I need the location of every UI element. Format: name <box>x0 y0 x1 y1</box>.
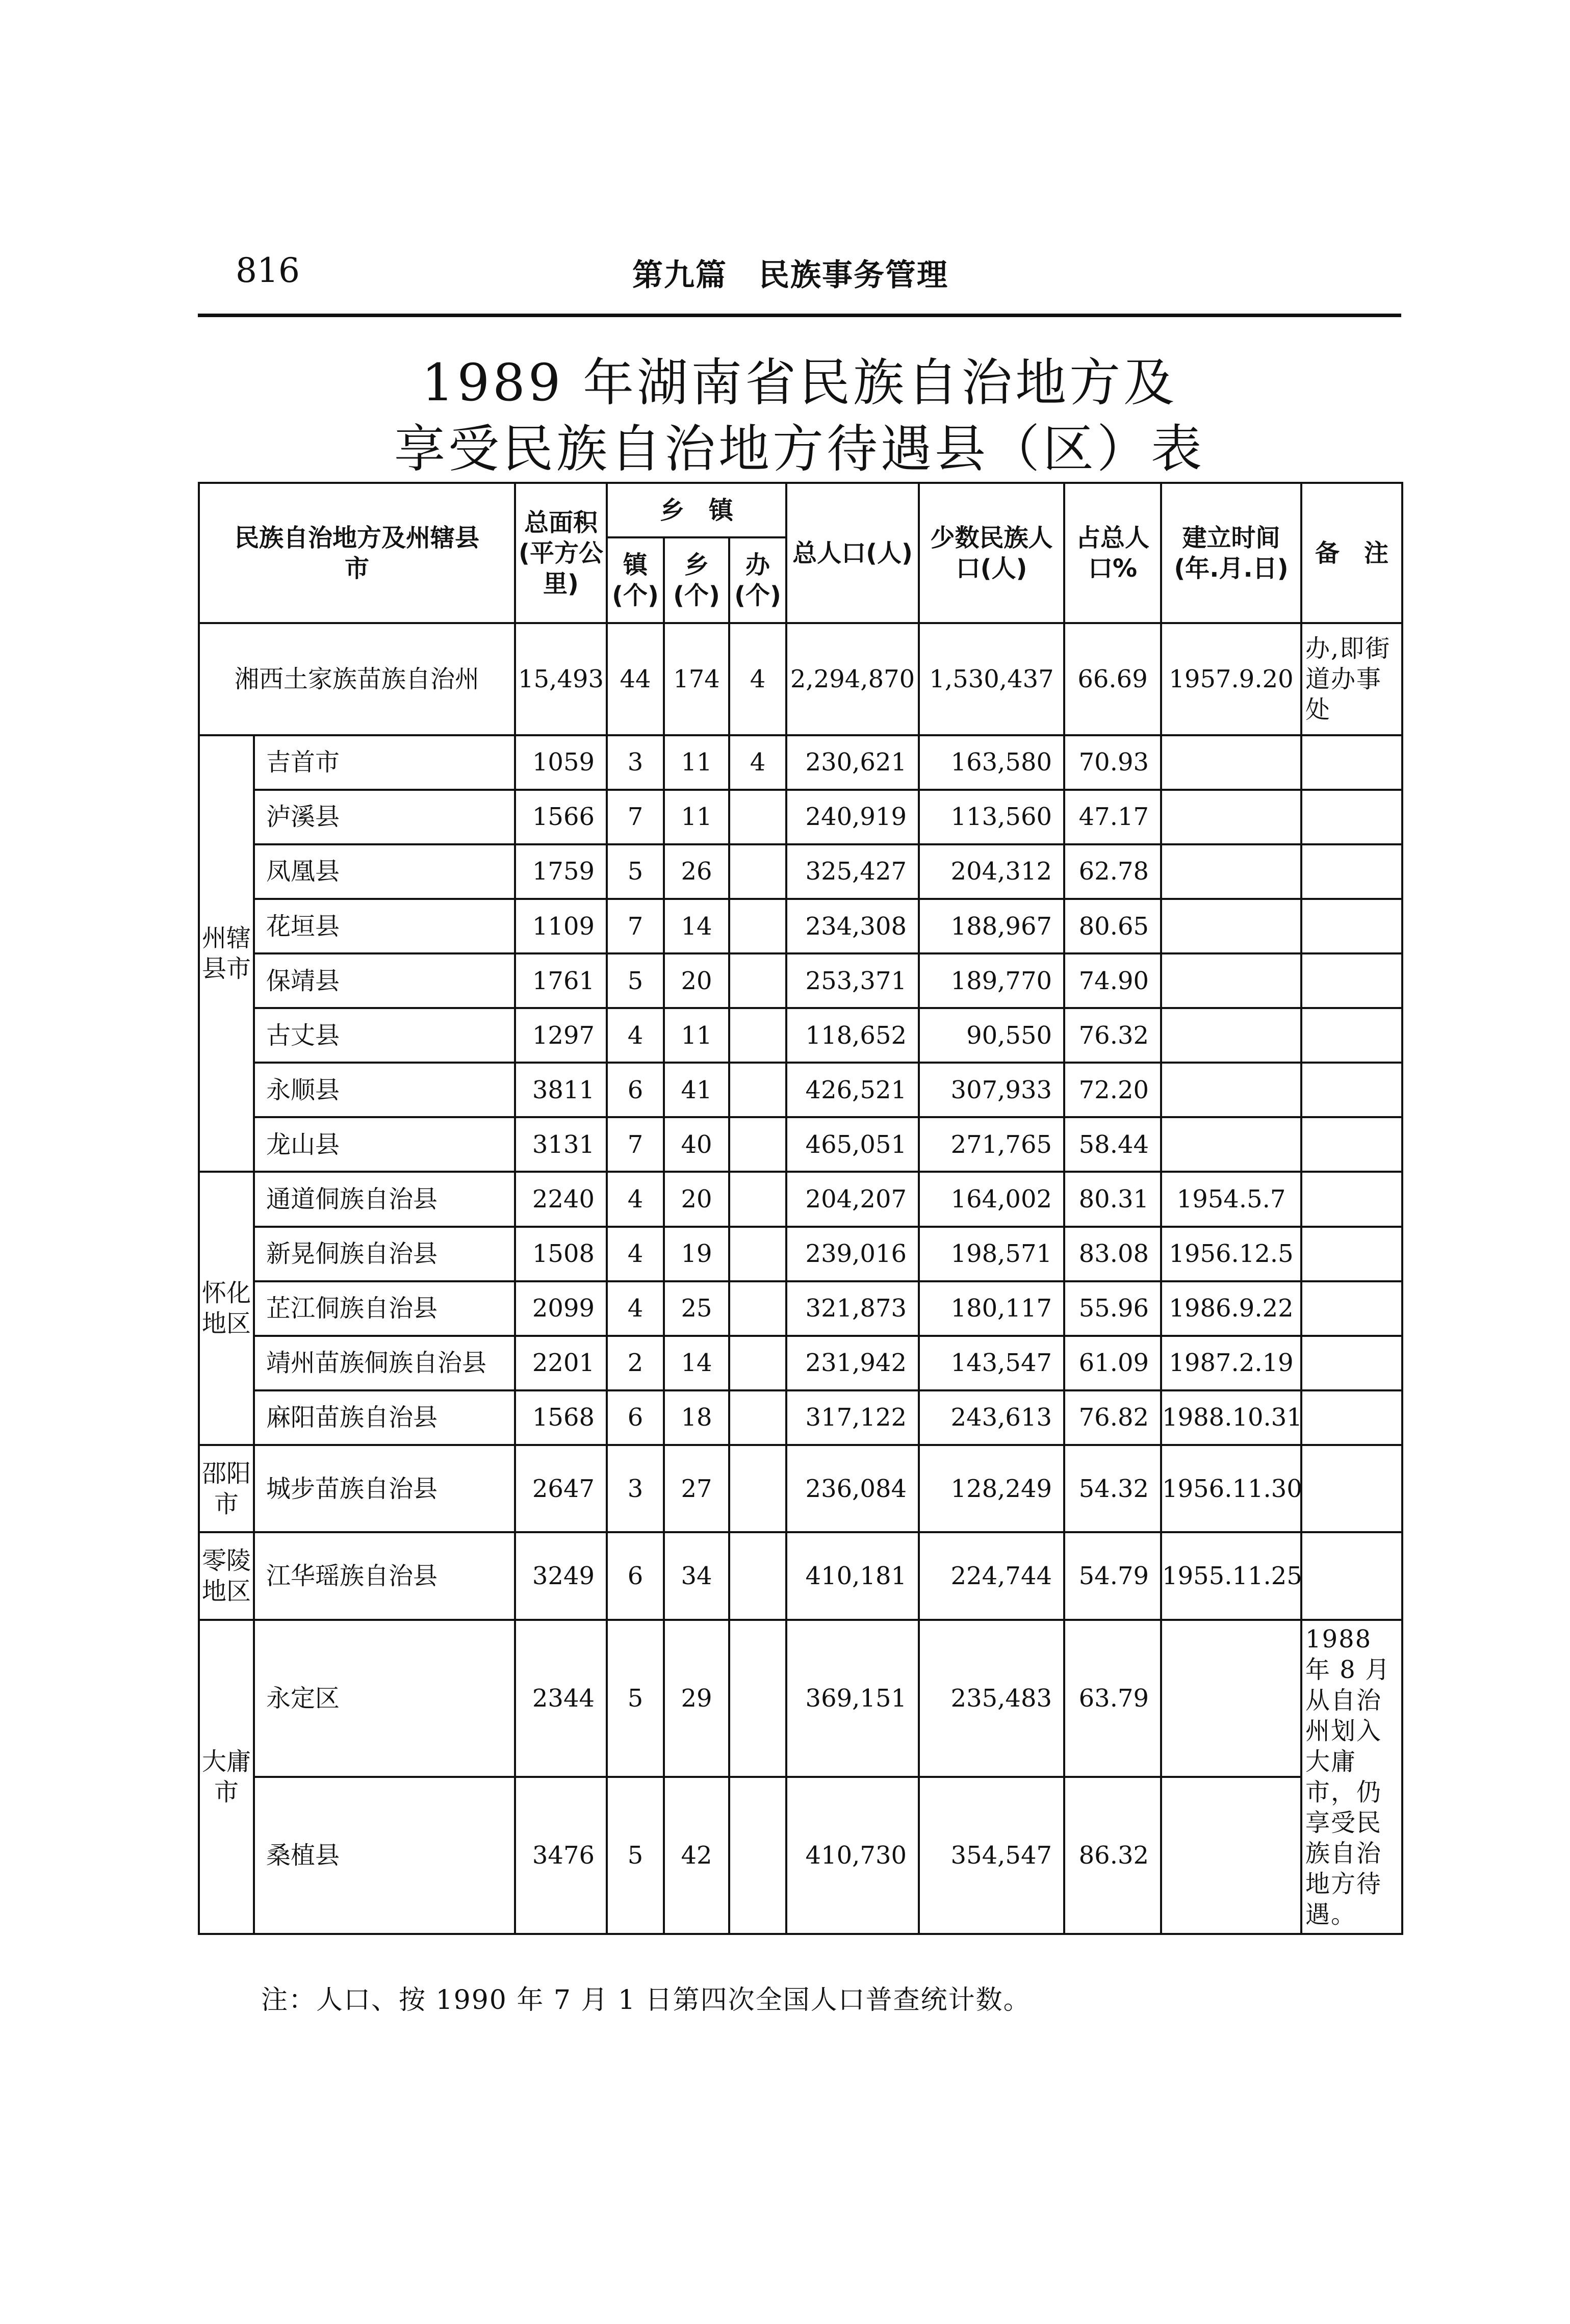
row-established <box>1161 1777 1301 1934</box>
row-percent: 80.31 <box>1064 1172 1161 1226</box>
row-established: 1988.10.31 <box>1161 1390 1301 1445</box>
row-minority: 354,547 <box>919 1777 1064 1934</box>
row-name: 古丈县 <box>254 1008 515 1063</box>
row-ban <box>729 790 786 844</box>
header-name: 民族自治地方及州辖县 市 <box>199 483 515 623</box>
row-established <box>1161 1117 1301 1172</box>
row-population: 231,942 <box>786 1336 919 1390</box>
row-zhen: 6 <box>607 1063 664 1117</box>
row-area: 2344 <box>515 1620 607 1777</box>
row-zhen: 44 <box>607 623 664 735</box>
row-percent: 83.08 <box>1064 1227 1161 1281</box>
row-established: 1987.2.19 <box>1161 1336 1301 1390</box>
row-area: 1508 <box>515 1227 607 1281</box>
row-xiang: 40 <box>664 1117 729 1172</box>
group-huaihua: 怀化地区 <box>199 1172 254 1444</box>
row-percent: 80.65 <box>1064 899 1161 953</box>
header-percent: 占总人口% <box>1064 483 1161 623</box>
row-xiang: 11 <box>664 790 729 844</box>
row-remarks <box>1301 790 1402 844</box>
row-population: 230,621 <box>786 735 919 790</box>
row-name: 新晃侗族自治县 <box>254 1227 515 1281</box>
row-xiang: 174 <box>664 623 729 735</box>
table-row <box>199 1620 1402 1777</box>
row-ban <box>729 1117 786 1172</box>
row-xiang: 14 <box>664 899 729 953</box>
row-percent: 66.69 <box>1064 623 1161 735</box>
table-row <box>199 1336 1402 1390</box>
row-population: 118,652 <box>786 1008 919 1063</box>
header-rule <box>198 314 1401 317</box>
table-title-line2: 享受民族自治地方待遇县（区）表 <box>394 419 1205 479</box>
row-area: 15,493 <box>515 623 607 735</box>
row-area: 1297 <box>515 1008 607 1063</box>
row-remarks <box>1301 1336 1402 1390</box>
row-name: 靖州苗族侗族自治县 <box>254 1336 515 1390</box>
row-zhen: 3 <box>607 735 664 790</box>
row-zhen: 6 <box>607 1390 664 1445</box>
header-population: 总人口(人) <box>786 483 919 623</box>
row-ban <box>729 1777 786 1934</box>
table-row <box>199 1063 1402 1117</box>
row-ban <box>729 1445 786 1532</box>
row-remarks <box>1301 1008 1402 1063</box>
row-area: 1109 <box>515 899 607 953</box>
row-name: 吉首市 <box>254 735 515 790</box>
row-name: 永定区 <box>254 1620 515 1777</box>
header-ban: 办(个) <box>729 537 786 623</box>
row-remarks <box>1301 844 1402 899</box>
table-row <box>199 844 1402 899</box>
header-remarks: 备 注 <box>1301 483 1402 623</box>
header-established: 建立时间(年.月.日) <box>1161 483 1301 623</box>
row-minority: 307,933 <box>919 1063 1064 1117</box>
row-name: 通道侗族自治县 <box>254 1172 515 1226</box>
row-zhen: 5 <box>607 844 664 899</box>
row-minority: 204,312 <box>919 844 1064 899</box>
row-percent: 86.32 <box>1064 1777 1161 1934</box>
row-xiang: 27 <box>664 1445 729 1532</box>
row-xiang: 11 <box>664 735 729 790</box>
row-established <box>1161 790 1301 844</box>
row-established: 1957.9.20 <box>1161 623 1301 735</box>
row-remarks <box>1301 735 1402 790</box>
row-xiang: 34 <box>664 1532 729 1619</box>
row-name: 龙山县 <box>254 1117 515 1172</box>
table-row <box>199 1777 1402 1934</box>
row-minority: 1,530,437 <box>919 623 1064 735</box>
row-percent: 55.96 <box>1064 1281 1161 1336</box>
row-population: 369,151 <box>786 1620 919 1777</box>
row-ban <box>729 1172 786 1226</box>
row-name: 桑植县 <box>254 1777 515 1934</box>
row-ban <box>729 1620 786 1777</box>
autonomous-regions-table <box>198 482 1403 1935</box>
row-ban <box>729 1008 786 1063</box>
row-xiang: 41 <box>664 1063 729 1117</box>
row-name: 保靖县 <box>254 953 515 1008</box>
row-population: 236,084 <box>786 1445 919 1532</box>
row-xiang: 18 <box>664 1390 729 1445</box>
row-ban: 4 <box>729 623 786 735</box>
row-percent: 74.90 <box>1064 953 1161 1008</box>
row-zhen: 4 <box>607 1227 664 1281</box>
header-minority: 少数民族人口(人) <box>919 483 1064 623</box>
row-zhen: 5 <box>607 1777 664 1934</box>
row-population: 2,294,870 <box>786 623 919 735</box>
row-remarks <box>1301 1172 1402 1226</box>
row-population: 410,730 <box>786 1777 919 1934</box>
row-xiang: 20 <box>664 1172 729 1226</box>
table-row <box>199 1008 1402 1063</box>
row-percent: 62.78 <box>1064 844 1161 899</box>
row-area: 3476 <box>515 1777 607 1934</box>
row-name: 麻阳苗族自治县 <box>254 1390 515 1445</box>
row-population: 465,051 <box>786 1117 919 1172</box>
table-row <box>199 1172 1402 1226</box>
row-established <box>1161 953 1301 1008</box>
row-ban <box>729 1336 786 1390</box>
header-zhen: 镇(个) <box>607 537 664 623</box>
row-ban <box>729 953 786 1008</box>
row-zhen: 3 <box>607 1445 664 1532</box>
table-row <box>199 735 1402 790</box>
row-population: 410,181 <box>786 1532 919 1619</box>
row-area: 1761 <box>515 953 607 1008</box>
row-minority: 198,571 <box>919 1227 1064 1281</box>
row-remarks <box>1301 1390 1402 1445</box>
row-area: 3249 <box>515 1532 607 1619</box>
header-xiang: 乡(个) <box>664 537 729 623</box>
row-name: 江华瑶族自治县 <box>254 1532 515 1619</box>
table-row <box>199 1390 1402 1445</box>
row-xiang: 26 <box>664 844 729 899</box>
row-percent: 76.32 <box>1064 1008 1161 1063</box>
row-minority: 188,967 <box>919 899 1064 953</box>
row-zhen: 5 <box>607 1620 664 1777</box>
row-xiang: 11 <box>664 1008 729 1063</box>
row-ban <box>729 1281 786 1336</box>
row-established <box>1161 1063 1301 1117</box>
table-row <box>199 899 1402 953</box>
footnote: 注：人口、按 1990 年 7 月 1 日第四次全国人口普查统计数。 <box>261 1985 1031 2016</box>
row-xiang: 25 <box>664 1281 729 1336</box>
row-minority: 189,770 <box>919 953 1064 1008</box>
row-xiang: 42 <box>664 1777 729 1934</box>
row-established: 1955.11.25 <box>1161 1532 1301 1619</box>
row-percent: 76.82 <box>1064 1390 1161 1445</box>
row-percent: 63.79 <box>1064 1620 1161 1777</box>
row-name: 城步苗族自治县 <box>254 1445 515 1532</box>
row-percent: 61.09 <box>1064 1336 1161 1390</box>
row-ban: 4 <box>729 735 786 790</box>
row-established <box>1161 1008 1301 1063</box>
row-established: 1986.9.22 <box>1161 1281 1301 1336</box>
row-minority: 243,613 <box>919 1390 1064 1445</box>
table-row <box>199 1532 1402 1619</box>
row-ban <box>729 1227 786 1281</box>
row-minority: 180,117 <box>919 1281 1064 1336</box>
row-name: 永顺县 <box>254 1063 515 1117</box>
row-name: 花垣县 <box>254 899 515 953</box>
row-established: 1956.11.30 <box>1161 1445 1301 1532</box>
row-minority: 224,744 <box>919 1532 1064 1619</box>
row-minority: 235,483 <box>919 1620 1064 1777</box>
row-percent: 70.93 <box>1064 735 1161 790</box>
row-percent: 58.44 <box>1064 1117 1161 1172</box>
row-minority: 128,249 <box>919 1445 1064 1532</box>
row-remarks <box>1301 1281 1402 1336</box>
section-title: 第九篇 民族事务管理 <box>632 257 948 293</box>
row-remarks <box>1301 953 1402 1008</box>
row-population: 253,371 <box>786 953 919 1008</box>
row-remarks <box>1301 1445 1402 1532</box>
row-name: 芷江侗族自治县 <box>254 1281 515 1336</box>
row-area: 2201 <box>515 1336 607 1390</box>
row-population: 239,016 <box>786 1227 919 1281</box>
row-remarks: 1988 年 8 月从自治州划入大庸市，仍享受民族自治地方待遇。 <box>1301 1620 1402 1934</box>
row-area: 1566 <box>515 790 607 844</box>
row-established: 1956.12.5 <box>1161 1227 1301 1281</box>
row-minority: 163,580 <box>919 735 1064 790</box>
row-name: 泸溪县 <box>254 790 515 844</box>
row-population: 317,122 <box>786 1390 919 1445</box>
row-established <box>1161 844 1301 899</box>
row-ban <box>729 1063 786 1117</box>
row-zhen: 5 <box>607 953 664 1008</box>
row-remarks <box>1301 1117 1402 1172</box>
group-lingling: 零陵地区 <box>199 1532 254 1619</box>
row-ban <box>729 1532 786 1619</box>
row-percent: 54.32 <box>1064 1445 1161 1532</box>
row-zhen: 7 <box>607 790 664 844</box>
page-number: 816 <box>236 251 300 290</box>
row-xiang: 14 <box>664 1336 729 1390</box>
table-row <box>199 1281 1402 1336</box>
group-dayong: 大庸市 <box>199 1620 254 1934</box>
row-population: 325,427 <box>786 844 919 899</box>
row-population: 321,873 <box>786 1281 919 1336</box>
row-ban <box>729 899 786 953</box>
row-area: 1759 <box>515 844 607 899</box>
row-xiang: 20 <box>664 953 729 1008</box>
row-remarks <box>1301 1532 1402 1619</box>
row-zhen: 6 <box>607 1532 664 1619</box>
row-zhen: 4 <box>607 1281 664 1336</box>
header-area: 总面积(平方公里) <box>515 483 607 623</box>
row-minority: 143,547 <box>919 1336 1064 1390</box>
row-percent: 47.17 <box>1064 790 1161 844</box>
row-area: 1059 <box>515 735 607 790</box>
table-row <box>199 623 1402 735</box>
row-area: 1568 <box>515 1390 607 1445</box>
row-percent: 72.20 <box>1064 1063 1161 1117</box>
row-zhen: 4 <box>607 1172 664 1226</box>
table-row <box>199 1227 1402 1281</box>
row-population: 240,919 <box>786 790 919 844</box>
row-minority: 90,550 <box>919 1008 1064 1063</box>
row-name: 凤凰县 <box>254 844 515 899</box>
row-area: 3811 <box>515 1063 607 1117</box>
row-remarks <box>1301 899 1402 953</box>
table-row <box>199 1445 1402 1532</box>
row-xiang: 29 <box>664 1620 729 1777</box>
group-zhou: 州辖县市 <box>199 735 254 1172</box>
row-established <box>1161 899 1301 953</box>
row-ban <box>729 1390 786 1445</box>
row-minority: 113,560 <box>919 790 1064 844</box>
row-zhen: 2 <box>607 1336 664 1390</box>
row-ban <box>729 844 786 899</box>
row-minority: 271,765 <box>919 1117 1064 1172</box>
row-established <box>1161 735 1301 790</box>
row-remarks <box>1301 1227 1402 1281</box>
row-established <box>1161 1620 1301 1777</box>
group-shaoyang: 邵阳市 <box>199 1445 254 1532</box>
row-area: 2240 <box>515 1172 607 1226</box>
row-zhen: 7 <box>607 899 664 953</box>
row-remarks <box>1301 1063 1402 1117</box>
row-population: 204,207 <box>786 1172 919 1226</box>
table-row <box>199 953 1402 1008</box>
row-area: 2647 <box>515 1445 607 1532</box>
row-percent: 54.79 <box>1064 1532 1161 1619</box>
table-row <box>199 790 1402 844</box>
row-area: 3131 <box>515 1117 607 1172</box>
header-towns-group: 乡 镇 <box>607 483 786 537</box>
row-zhen: 7 <box>607 1117 664 1172</box>
row-area: 2099 <box>515 1281 607 1336</box>
row-zhen: 4 <box>607 1008 664 1063</box>
row-population: 426,521 <box>786 1063 919 1117</box>
table-title-line1: 1989 年湖南省民族自治地方及 <box>421 353 1178 412</box>
row-name: 湘西土家族苗族自治州 <box>199 623 515 735</box>
row-minority: 164,002 <box>919 1172 1064 1226</box>
row-established: 1954.5.7 <box>1161 1172 1301 1226</box>
row-remarks: 办,即街道办事处 <box>1301 623 1402 735</box>
row-xiang: 19 <box>664 1227 729 1281</box>
table-row <box>199 1117 1402 1172</box>
row-population: 234,308 <box>786 899 919 953</box>
